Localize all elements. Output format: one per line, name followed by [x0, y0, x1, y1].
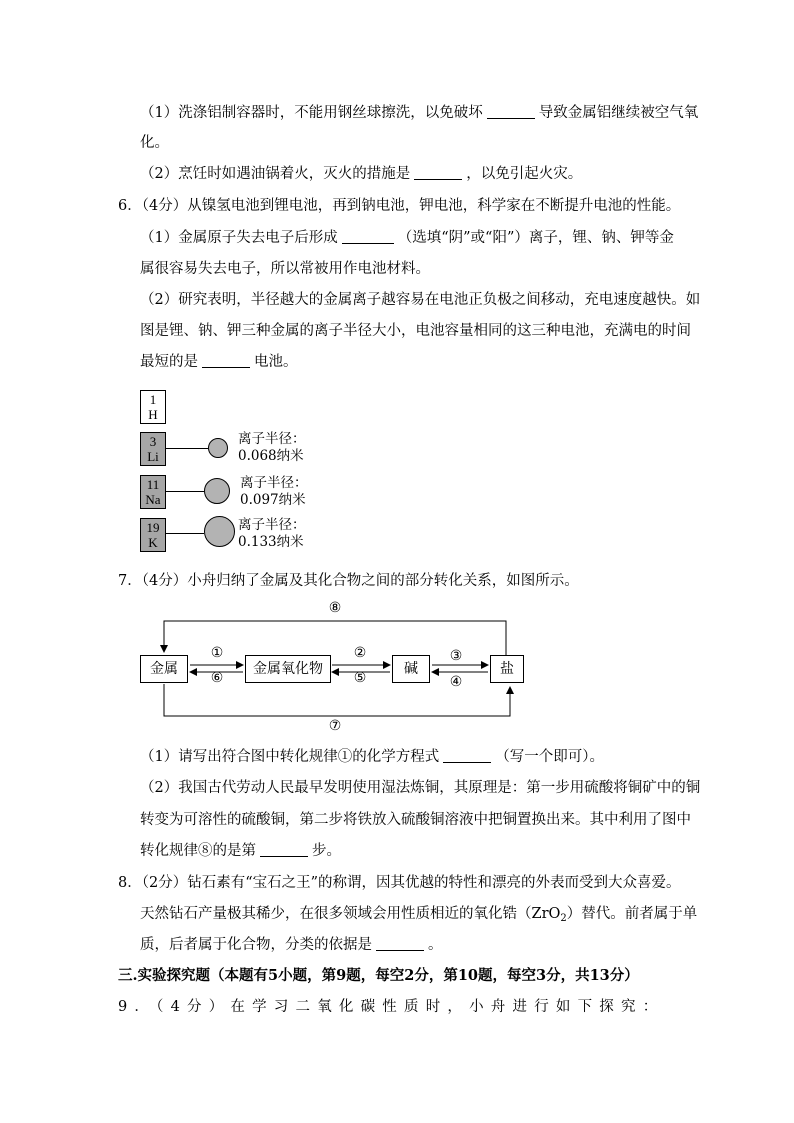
element-cell-na: 11 Na [140, 475, 166, 509]
answer-blank[interactable] [376, 936, 424, 951]
question-6: 6．（4分）从镍氢电池到锂电池，再到钠电池，钾电池，科学家在不断提升电池的性能。 [118, 198, 681, 214]
answer-blank[interactable] [443, 748, 491, 763]
label-rule-4: ④ [449, 674, 463, 690]
q7-part2-line3: 转化规律⑧的是第 步。 [140, 843, 341, 859]
element-cell-li: 3 Li [140, 432, 166, 466]
q5-part1-line2: 化。 [140, 135, 169, 151]
q5-part2-line: （2）烹饪时如遇油锅着火，灭火的措施是 ，以免引起火灾。 [140, 166, 583, 182]
q8-line3: 质，后者属于化合物，分类的依据是 。 [140, 937, 443, 953]
section-3-heading: 三.实验探究题（本题有5小题，第9题，每空2分，第10题，每空3分，共13分） [118, 967, 639, 984]
na-radius-label: 离子半径： 0.097纳米 [240, 475, 308, 508]
box-salt: 盐 [490, 655, 524, 683]
question-8: 8．（2分）钻石素有“宝石之王”的称谓，因其优越的特性和漂亮的外表而受到大众喜爱。 [118, 875, 681, 891]
box-metal-oxide: 金属氧化物 [245, 655, 331, 683]
label-rule-8: ⑧ [328, 600, 342, 616]
question-7: 7．（4分）小舟归纳了金属及其化合物之间的部分转化关系，如图所示。 [118, 573, 579, 589]
question-9: 9．（4分）在学习二氧化碳性质时，小舟进行如下探究： [118, 999, 665, 1015]
q7-part2-line2: 转变为可溶性的硫酸铜，第二步将铁放入硫酸铜溶液中把铜置换出来。其中利用了图中 [140, 812, 691, 828]
li-radius-label: 离子半径： 0.068纳米 [238, 431, 306, 464]
box-base: 碱 [392, 655, 430, 683]
element-cell-k: 19 K [140, 518, 166, 552]
label-rule-7: ⑦ [328, 718, 342, 734]
element-cell-h: 1 H [140, 390, 166, 424]
q8-line2: 天然钻石产量极其稀少，在很多领域会用性质相近的氧化锆（ZrO$_2$）替代。前者属于单 [140, 906, 698, 924]
label-rule-5: ⑤ [353, 670, 367, 686]
box-metal: 金属 [140, 655, 188, 683]
q6-part2-line3: 最短的是 电池。 [140, 354, 298, 370]
q6-part2-line: （2）研究表明，半径越大的金属离子越容易在电池正负极之间移动，充电速度越快。如 [140, 292, 701, 308]
label-rule-1: ① [210, 645, 224, 661]
q5-part1-line: （1）洗涤铝制容器时，不能用钢丝球擦洗，以免破坏 导致金属铝继续被空气氧 [140, 105, 699, 121]
q7-part2-line: （2）我国古代劳动人民最早发明使用湿法炼铜，其原理是：第一步用硫酸将铜矿中的铜 [140, 780, 701, 796]
label-rule-6: ⑥ [210, 670, 224, 686]
label-rule-2: ② [353, 645, 367, 661]
k-radius-label: 离子半径： 0.133纳米 [238, 517, 306, 550]
answer-blank[interactable] [260, 842, 308, 857]
q6-part2-line2: 图是锂、钠、钾三种金属的离子半径大小，电池容量相同的这三种电池，充满电的时间 [140, 323, 691, 339]
label-rule-3: ③ [449, 648, 463, 664]
q7-part1-line: （1）请写出符合图中转化规律①的化学方程式 （写一个即可）。 [140, 749, 604, 765]
q6-part1-line: （1）金属原子失去电子后形成 （选填“阴”或“阳”）离子，锂、钠、钾等金 [140, 230, 674, 246]
q6-part1-line2: 属很容易失去电子，所以常被用作电池材料。 [140, 261, 430, 277]
